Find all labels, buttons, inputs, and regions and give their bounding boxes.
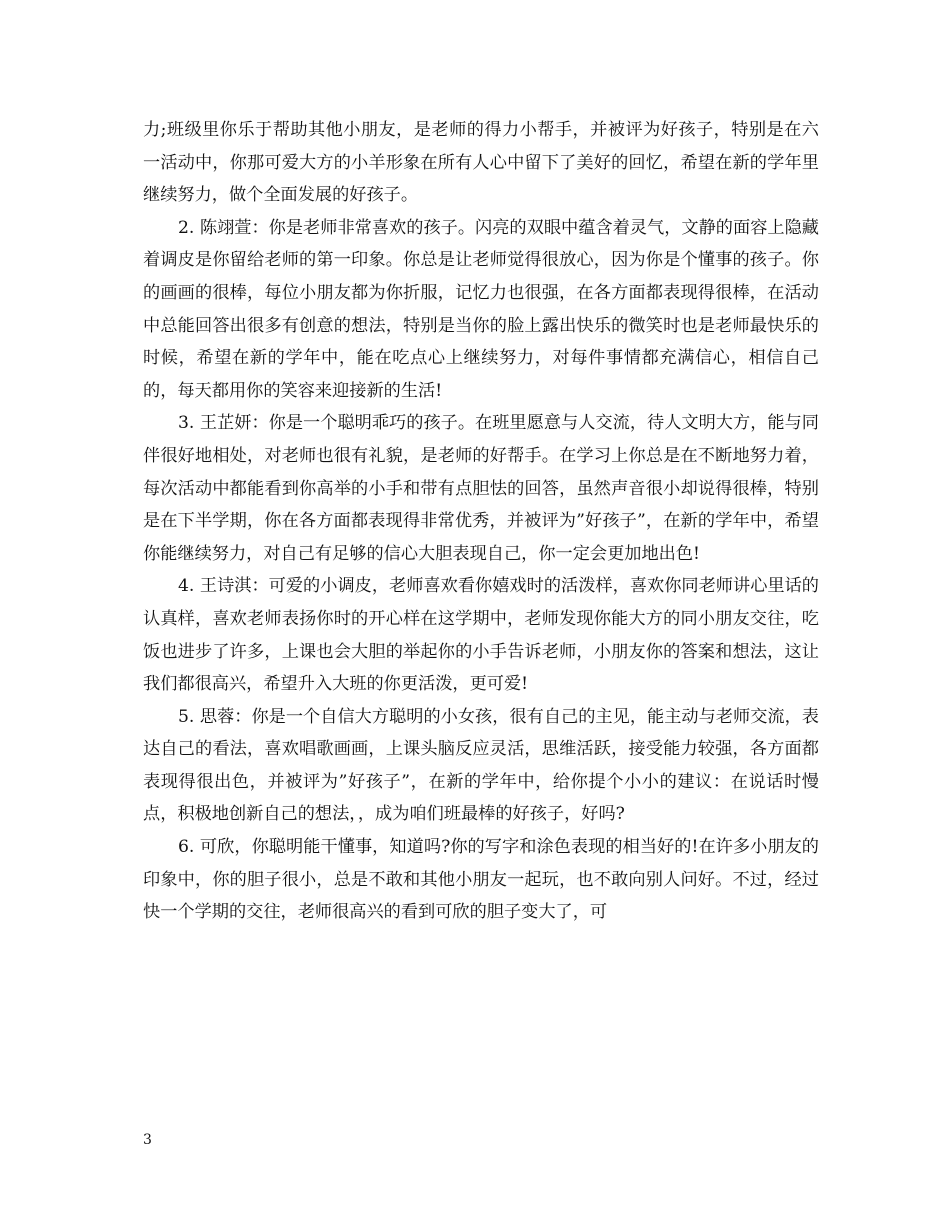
paragraph-continuation: 力;班级里你乐于帮助其他小朋友，是老师的得力小帮手，并被评为好孩子，特别是在六一活动中，你那可爱大方的小羊形象在所有人心中留下了美好的回忆，希望在新的学年里继续努力，做个全面发展的好孩子。 [143, 120, 819, 206]
page-number: 3 [143, 1132, 152, 1148]
document-body [143, 114, 819, 929]
paragraph-comment-3: 3. 王芷妍：你是一个聪明乖巧的孩子。在班里愿意与人交流，待人文明大方，能与同伴很好地相处，对老师也很有礼貌，是老师的好帮手。在学习上你总是在不断地努力着，每次活动中都能看到你高举的小手和带有点胆怯的回答，虽然声音很小却说得很棒，特别是在下半学期，你在各方面都表现得非常优秀，并被评为”好孩子”，在新的学年中，希望你能继续努力，对自己有足够的信心大胆表现自己，你一定会更加地出色! [143, 413, 819, 564]
paragraph-comment-6: 6. 可欣，你聪明能干懂事，知道吗?你的写字和涂色表现的相当好的!在许多小朋友的印象中，你的胆子很小，总是不敢和其他小朋友一起玩，也不敢向别人问好。不过，经过快一个学期的交往，老师很高兴的看到可欣的胆子变大了，可 [143, 837, 819, 923]
paragraph-comment-5: 5. 思蓉：你是一个自信大方聪明的小女孩，很有自己的主见，能主动与老师交流，表达自己的看法，喜欢唱歌画画，上课头脑反应灵活，思维活跃，接受能力较强，各方面都表现得很出色，并被评为”好孩子”，在新的学年中，给你提个小小的建议：在说话时慢点，积极地创新自己的想法，，成为咱们班最棒的好孩子，好吗? [143, 706, 819, 825]
paragraph-comment-4: 4. 王诗淇：可爱的小调皮，老师喜欢看你嬉戏时的活泼样，喜欢你同老师讲心里话的认真样，喜欢老师表扬你时的开心样在这学期中，老师发现你能大方的同小朋友交往，吃饭也进步了许多，上课也会大胆的举起你的小手告诉老师，小朋友你的答案和想法，这让我们都很高兴，希望升入大班的你更活泼，更可爱! [143, 576, 819, 695]
paragraph-comment-2: 2. 陈翊萱：你是老师非常喜欢的孩子。闪亮的双眼中蕴含着灵气，文静的面容上隐藏着调皮是你留给老师的第一印象。你总是让老师觉得很放心，因为你是个懂事的孩子。你的画画的很棒，每位小朋友都为你折服，记忆力也很强，在各方面都表现得很棒，在活动中总能回答出很多有创意的想法，特别是当你的脸上露出快乐的微笑时也是老师最快乐的时候，希望在新的学年中，能在吃点心上继续努力，对每件事情都充满信心，相信自己的，每天都用你的笑容来迎接新的生活! [143, 217, 819, 401]
